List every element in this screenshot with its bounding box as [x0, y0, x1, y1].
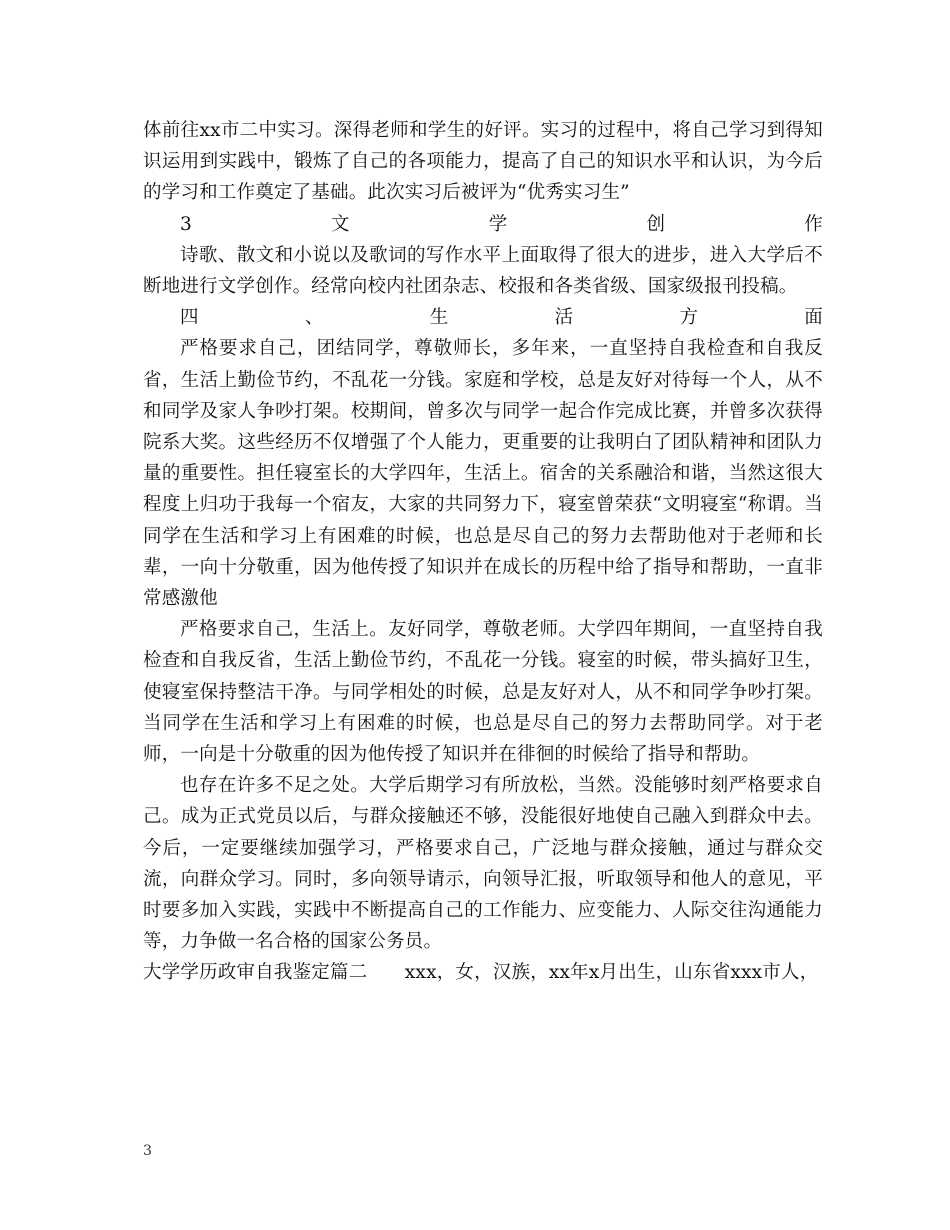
section-heading-literary-creation: 3文学创作	[180, 213, 823, 235]
page-number: 3	[143, 1143, 152, 1159]
paragraph-life-1: 严格要求自己，团结同学，尊敬师长，多年来，一直坚持自我检查和自我反省，生活上勤俭节约，不乱花一分钱。家庭和学校，总是友好对待每一个人，从不和同学及家人争吵打架。校期间，曾多次与同学一起合作完成比赛，并曾多次获得院系大奖。这些经历不仅增强了个人能力，更重要的让我明白了团队精神和团队力量的重要性。担任寝室长的大学四年，生活上。宿舍的关系融洽和谐，当然这很大程度上归功于我每一个宿友，大家的共同努力下，寝室曾荣获“文明寝室“称谓。当同学在生活和学习上有困难的时候，也总是尽自己的努力去帮助他对于老师和长辈，一向十分敬重，因为他传授了知识并在成长的历程中给了指导和帮助，一直非常感激他	[143, 338, 823, 610]
section-heading-life: 四、生活方面	[180, 307, 823, 329]
paragraph-internship: 体前往xx市二中实习。深得老师和学生的好评。实习的过程中，将自己学习到得知识运用到实践中，锻炼了自己的各项能力，提高了自己的知识水平和认识，为今后的学习和工作奠定了基础。此次实习后被评为“优秀实习生”	[143, 120, 823, 204]
paragraph-life-2: 严格要求自己，生活上。友好同学，尊敬老师。大学四年期间，一直坚持自我检查和自我反省，生活上勤俭节约，不乱花一分钱。寝室的时候，带头搞好卫生，使寝室保持整洁干净。与同学相处的时候，总是友好对人，从不和同学争吵打架。当同学在生活和学习上有困难的时候，也总是尽自己的努力去帮助同学。对于老师，一向是十分敬重的因为他传授了知识并在徘徊的时候给了指导和帮助。	[143, 619, 823, 766]
paragraph-part-two-start: 大学学历政审自我鉴定篇二 xxx，女，汉族，xx年x月出生，山东省xxx市人，	[143, 962, 819, 984]
paragraph-shortcomings: 也存在许多不足之处。大学后期学习有所放松，当然。没能够时刻严格要求自己。成为正式党员以后，与群众接触还不够，没能很好地使自己融入到群众中去。今后，一定要继续加强学习，严格要求自己，广泛地与群众接触，通过与群众交流，向群众学习。同时，多向领导请示，向领导汇报，听取领导和他人的意见，平时要多加入实践，实践中不断提高自己的工作能力、应变能力、人际交往沟通能力等，力争做一名合格的国家公务员。	[143, 775, 823, 953]
document-body	[143, 115, 823, 989]
paragraph-literary-creation: 诗歌、散文和小说以及歌词的写作水平上面取得了很大的进步，进入大学后不断地进行文学创作。经常向校内社团杂志、校报和各类省级、国家级报刊投稿。	[143, 244, 823, 298]
